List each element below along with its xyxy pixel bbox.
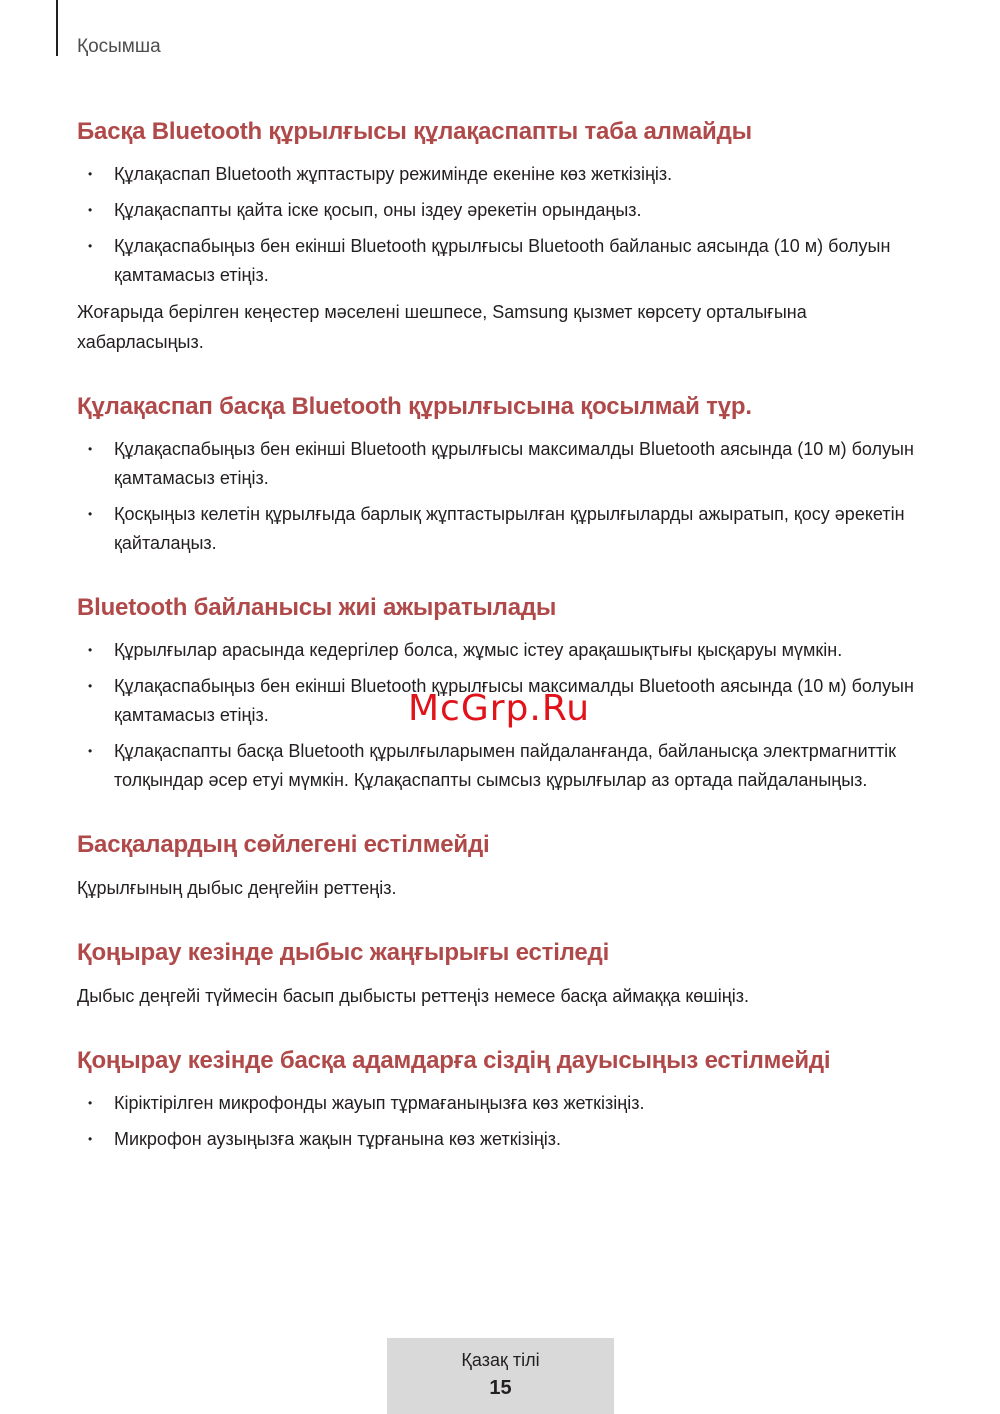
list-item: • Құлақаспапты басқа Bluetooth құрылғыларымен пайдаланғанда, байланысқа электрмагниттік толқындар әсер етуі мүмкін. Құлақаспапты сымсыз құрылғылар аз ортада пайдаланыңыз. bbox=[77, 737, 927, 795]
section-paragraph: Дыбыс деңгейі түймесін басып дыбысты реттеңіз немесе басқа аймаққа көшіңіз. bbox=[77, 986, 749, 1006]
section-heading: Қоңырау кезінде басқа адамдарға сіздің дауысыңыз естілмейді bbox=[77, 1047, 831, 1074]
bullet-list bbox=[77, 435, 927, 558]
list-item: • Құлақаспабыңыз бен екінші Bluetooth құрылғысы максималды Bluetooth аясында (10 м) болуын қамтамасыз етіңіз. bbox=[77, 435, 927, 493]
list-item: • Құлақаспап Bluetooth жұптастыру режимінде екеніне көз жеткізіңіз. bbox=[77, 160, 927, 189]
bullet-list bbox=[77, 160, 927, 290]
section-voice-not-heard bbox=[77, 1047, 927, 1154]
section-cannot-hear bbox=[77, 831, 927, 903]
list-item: • Қосқыңыз келетін құрылғыда барлық жұптастырылған құрылғыларды ажыратып, қосу әрекетін қайталаңыз. bbox=[77, 500, 927, 558]
section-heading: Қоңырау кезінде дыбыс жаңғырығы естіледі bbox=[77, 939, 610, 966]
document-body bbox=[77, 118, 927, 1190]
list-item: • Құлақаспабыңыз бен екінші Bluetooth құрылғысы максималды Bluetooth аясында (10 м) болуын қамтамасыз етіңіз. bbox=[77, 672, 927, 730]
page-footer bbox=[387, 1338, 614, 1414]
section-cannot-connect bbox=[77, 393, 927, 558]
section-paragraph: Құрылғының дыбыс деңгейін реттеңіз. bbox=[77, 878, 397, 898]
list-item: • Құлақаспапты қайта іске қосып, оны іздеу әрекетін орындаңыз. bbox=[77, 196, 927, 225]
bullet-list bbox=[77, 1089, 927, 1154]
list-item: • Құлақаспабыңыз бен екінші Bluetooth құрылғысы Bluetooth байланыс аясында (10 м) болуын қамтамасыз етіңіз. bbox=[77, 232, 927, 290]
list-item: • Құрылғылар арасында кедергілер болса, жұмыс істеу арақашықтығы қысқаруы мүмкін. bbox=[77, 636, 927, 665]
section-label: Қосымша bbox=[77, 36, 161, 57]
section-heading: Басқа Bluetooth құрылғысы құлақаспапты таба алмайды bbox=[77, 118, 752, 145]
page-number: 15 bbox=[489, 1377, 512, 1399]
list-item: • Микрофон аузыңызға жақын тұрғанына көз жеткізіңіз. bbox=[77, 1125, 927, 1154]
footer-language: Қазақ тілі bbox=[461, 1350, 540, 1370]
side-rule bbox=[56, 0, 58, 56]
section-heading: Құлақаспап басқа Bluetooth құрылғысына қосылмай тұр. bbox=[77, 393, 752, 420]
watermark-text: McGrp.Ru bbox=[408, 688, 591, 729]
list-item: • Кіріктірілген микрофонды жауып тұрмағаныңызға көз жеткізіңіз. bbox=[77, 1089, 927, 1118]
section-device-not-found bbox=[77, 118, 927, 357]
section-heading: Bluetooth байланысы жиі ажыратылады bbox=[77, 594, 557, 621]
section-echo bbox=[77, 939, 927, 1011]
section-heading: Басқалардың сөйлегені естілмейді bbox=[77, 831, 490, 858]
section-paragraph: Жоғарыда берілген кеңестер мәселені шешпесе, Samsung қызмет көрсету орталығына хабарласыңыз. bbox=[77, 302, 807, 352]
